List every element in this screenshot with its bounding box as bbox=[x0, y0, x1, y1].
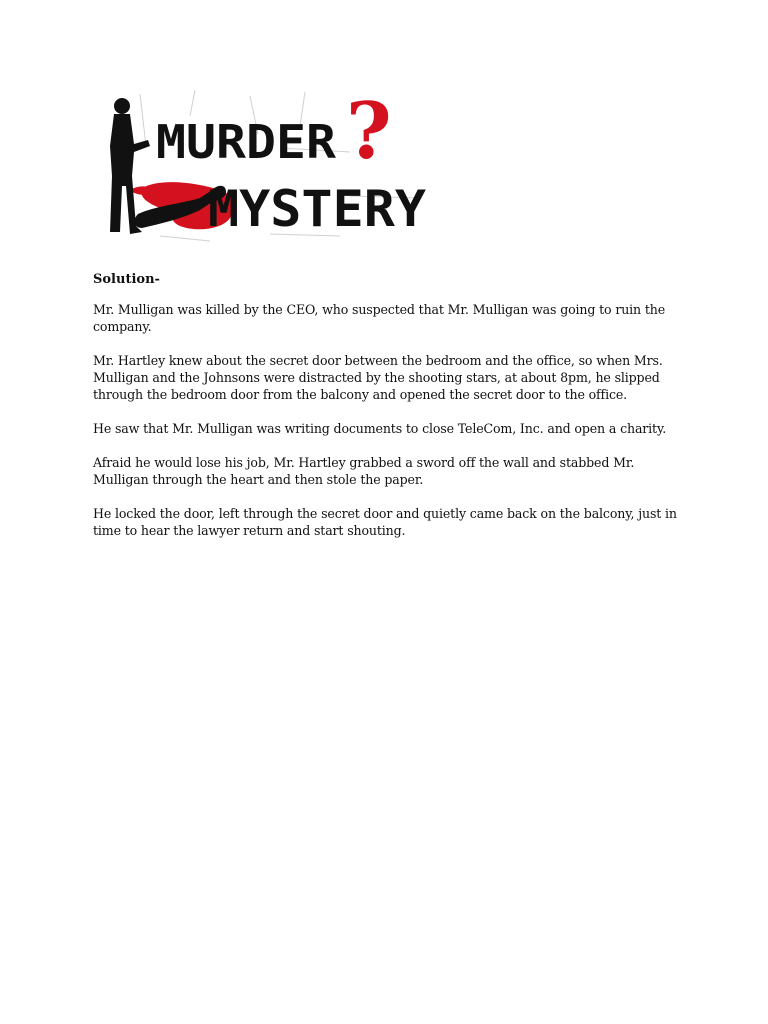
question-mark-icon: ? bbox=[346, 86, 392, 177]
paragraph-1: Mr. Mulligan was killed by the CEO, who suspected that Mr. Mulligan was going to ruin the company. bbox=[93, 302, 666, 334]
paragraph-4: Afraid he would lose his job, Mr. Hartley grabbed a sword off the wall and stabbed Mr. Mulligan through the heart and then stole the paper. bbox=[93, 455, 635, 487]
paragraph-3: He saw that Mr. Mulligan was writing documents to close TeleCom, Inc. and open a charity. bbox=[93, 421, 667, 436]
paragraph-2: Mr. Hartley knew about the secret door between the bedroom and the office, so when Mrs. Mulligan and the Johnsons were distracted by the shooting stars, at about 8pm, he slipped through the bedroom door from the balcony and opened the secret door to the office. bbox=[93, 353, 663, 402]
logo-graphic bbox=[100, 86, 430, 248]
paragraph-5: He locked the door, left through the secret door and quietly came back on the balcony, just in time to hear the lawyer return and start shouting. bbox=[93, 506, 677, 538]
logo-title-line1: MURDER bbox=[156, 115, 337, 169]
logo-title-line2: MYSTERY bbox=[208, 180, 426, 238]
murder-mystery-logo bbox=[100, 86, 430, 248]
solution-heading: Solution- bbox=[93, 272, 160, 287]
document-body bbox=[93, 272, 683, 556]
